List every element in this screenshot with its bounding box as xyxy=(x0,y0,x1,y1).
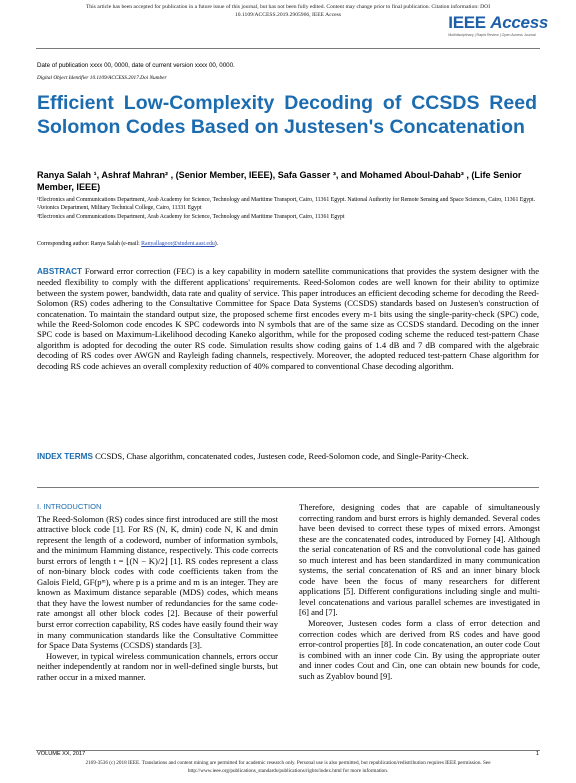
index-terms-label: INDEX TERMS xyxy=(37,452,93,461)
body-paragraph: Therefore, designing codes that are capable of simultaneously correcting random and burst errors is highly demanded. Several codes have been devised to correct these types of mixed errors. Amongst these are the concatenated codes, introduced by Forney [4]. Although the serial concatenation of RS and the convolutional code has gained so much interest and has been standardized in many communication systems, the serial concatenation of RS and an inner binary block code have been the focus of many researchers for different applications [5]. Different configurations including single and multi-level concatenations and various parallel schemes are investigated in [6] and [7]. xyxy=(299,502,540,618)
volume-label: VOLUME XX, 2017 xyxy=(37,751,86,757)
acceptance-notice-line1: This article has been accepted for publication in a future issue of this journal, but has not been fully edited. Content may change prior to final publication. Citation information: DOI xyxy=(85,4,491,10)
acceptance-notice-line2: 10.1109/ACCESS.2019.2905966, IEEE Access xyxy=(234,12,342,18)
ieee-access-logo xyxy=(448,14,548,37)
index-terms xyxy=(37,451,539,462)
header-divider xyxy=(36,48,540,49)
license-line1: 2169-3536 (c) 2018 IEEE. Translations and content mining are permitted for academic research only. Personal use is also permitted, but republication/redistribution requires IEEE permission. See xyxy=(85,760,491,766)
corresponding-prefix: Corresponding author: Ranya Salah (e-mail: xyxy=(37,241,142,247)
body-column-left xyxy=(37,502,278,682)
affiliation-1: ¹Electronics and Communications Department, Arab Academy for Science, Technology and Maritime Transport, Cairo, 11361 Egypt. National Authority for Remote Sensing and Space Sciences, Cairo, 11361 Egypt. xyxy=(37,197,536,203)
logo-tagline: Multidisciplinary | Rapid Review | Open Access Journal xyxy=(448,33,536,37)
abstract-text: Forward error correction (FEC) is a key capability in modern satellite communications that provides the system designer with the needed flexibility to comply with the different applications' requirements. Reed-Solomon codes are well known for their ability to optimize between the system power, bandwidth, data rate and quality of service. This paper introduces an efficient decoding scheme for decoding the Reed-Solomon (RS) codes adhering to the Consultative Committee for Space Data Systems (CCSDS) standards based on Justesen's construction of concatenation. To maintain the standard output size, the proposed scheme first encodes every m-1 bits using the single-parity-check (SPC) code, while the Reed-Solomon code encodes K SPC codewords into N symbols that are of the same size as CCSDS standard. Decoding on the inner SPC code is based on Maximum-Likelihood decoding Kaneko algorithm, while for the proposed coding scheme the reduced test-pattern Chase algorithm is adopted for decoding the outer RS code. Simulation results show coding gains of 1.4 dB and 7 dB compared with the algebraic decoding of RS codes over AWGN and Rayleigh fading channels, respectively. Moreover, the adopted reduced test-pattern Chase algorithm for decoding RS code achieves an overall complexity reduction of 40% compared to conventional Chase decoding algorithm. xyxy=(37,266,539,371)
affiliation-3: ³Electronics and Communications Department, Arab Academy for Science, Technology and Maritime Transport, Cairo, 11361 Egypt xyxy=(37,213,345,220)
footer-divider xyxy=(36,750,540,751)
author-list: Ranya Salah ¹, Ashraf Mahran² , (Senior Member, IEEE), Safa Gasser ³, and Mohamed Aboul-Dahab³ , (Life Senior Member, IEEE) xyxy=(37,170,522,192)
license-footer xyxy=(30,760,546,775)
body-paragraph: The Reed-Solomon (RS) codes since first introduced are still the most attractive block code [1]. For RS (N, K, dmin) code N, K and dmin represent the length of a codeword, number of information symbols, and the minimum Hamming distance, respectively. This code corrects burst errors of length t = ⌊(N − K)/2⌋ [1]. RS codes represent a class of non-binary block codes with code coefficients taken from the Galois Field, GF(pᵐ), where p is a prime and m is an integer. They are known as Maximum distance separable (MDS) codes, which means that they have the lowest number of redundancies for the same code-rate amongst all other block codes [2]. Because of their powerful burst error correction capability, RS codes have easily found their way in many communication standards like the Consultative Committee for Space Data Systems (CCSDS) standards [3]. xyxy=(37,513,278,651)
body-paragraph: However, in typical wireless communication channels, errors occur neither independently at random nor in well-defined single bursts, but rather occur in a mixed manner. xyxy=(37,650,278,682)
corresponding-email-link[interactable]: Ranyallagoor@student.aast.edu xyxy=(141,241,215,247)
abstract-divider xyxy=(37,487,539,488)
index-terms-text: CCSDS, Chase algorithm, concatenated codes, Justesen code, Reed-Solomon code, and Single-Parity-Check. xyxy=(95,451,469,461)
corresponding-suffix: ). xyxy=(214,241,219,247)
corresponding-author xyxy=(37,241,218,247)
body-paragraph: Moreover, Justesen codes form a class of error detection and correction codes which are derived from RS codes and have good error-control properties [8]. In code concatenation, an outer code Cout is combined with an inner code Cin. By using the appropriate outer and inner codes Cout and Cin, one can obtain new bounds for code, such as Zyablov bound [9]. xyxy=(299,618,540,681)
body-column-right xyxy=(299,502,540,681)
affiliation-2: ²Avionics Department, Military Technical College, Cairo, 11331 Egypt xyxy=(37,205,202,212)
affiliations xyxy=(37,196,537,221)
logo-ieee-text: IEEE xyxy=(448,13,486,32)
paper-title: Efficient Low-Complexity Decoding of CCSDS Reed Solomon Codes Based on Justesen's Concatenation xyxy=(37,92,537,138)
abstract xyxy=(37,266,539,371)
page-number: 1 xyxy=(535,751,539,757)
section-heading: I. INTRODUCTION xyxy=(37,502,102,511)
license-line2: http://www.ieee.org/publications_standards/publications/rights/index.html for more information. xyxy=(187,767,389,774)
publication-dates: Date of publication xxxx 00, 0000, date of current version xxxx 00, 0000. xyxy=(37,62,235,69)
logo-access-text: Access xyxy=(490,13,548,32)
abstract-label: ABSTRACT xyxy=(37,267,83,276)
doi-line: Digital Object Identifier 10.1109/ACCESS.2017.Doi Number xyxy=(37,75,167,81)
